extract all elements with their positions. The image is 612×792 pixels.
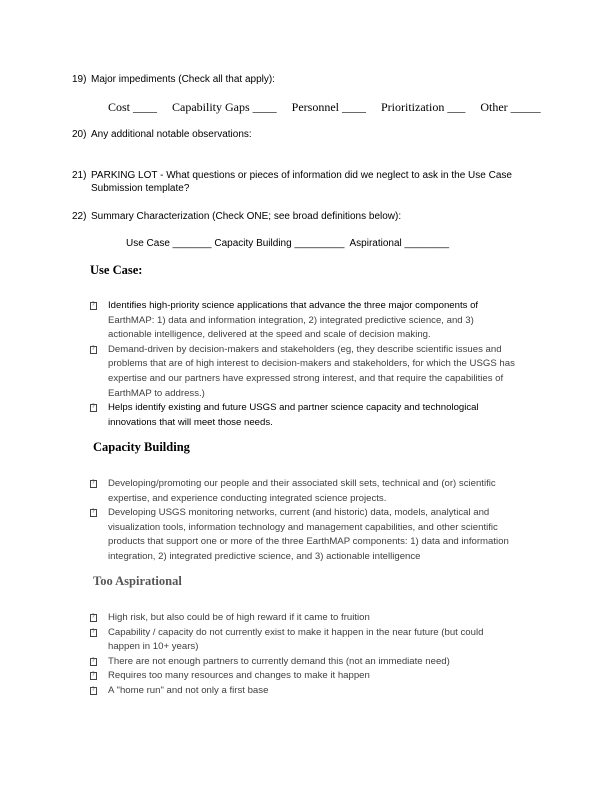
checkbox-bullet-icon [90, 404, 97, 412]
question-number: 22) [72, 211, 87, 222]
capacity-building-heading: Capacity Building [93, 440, 190, 454]
too-aspirational-list [90, 611, 560, 699]
line: EarthMAP to address.) [108, 387, 205, 399]
option-capability-gaps[interactable]: Capability Gaps ____ [172, 100, 277, 114]
list-item [90, 299, 560, 343]
list-item [90, 477, 560, 506]
capacity-building-list [90, 477, 560, 565]
line: visualization tools, information technology and management capabilities, and other scientific [108, 521, 498, 533]
list-item [90, 655, 560, 670]
checkbox-bullet-icon [90, 687, 97, 695]
checkbox-bullet-icon [90, 614, 97, 622]
line: integration, 2) integrated predictive science, and 3) actionable intelligence [108, 550, 421, 562]
line: Capability / capacity do not currently exist to make it happen in the near future (but could [108, 626, 484, 638]
option-cost[interactable]: Cost ____ [108, 100, 158, 114]
line: There are not enough partners to currently demand this (not an immediate need) [108, 655, 450, 667]
list-item [90, 401, 560, 430]
option-other[interactable]: Other _____ [480, 100, 541, 114]
question-text: Summary Characterization (Check ONE; see broad definitions below): [91, 211, 402, 222]
question-number: 19) [72, 74, 87, 85]
line: High risk, but also could be of high reward if it came to fruition [108, 612, 370, 623]
line: happen in 10+ years) [108, 641, 199, 653]
checkbox-bullet-icon [90, 302, 97, 310]
list-item [90, 343, 560, 401]
question-20 [72, 128, 252, 141]
line: Requires too many resources and changes to make it happen [108, 670, 370, 682]
line: innovations that will meet those needs. [108, 416, 273, 428]
checkbox-bullet-icon [90, 509, 97, 517]
line: expertise, and experience conducting integrated science projects. [108, 492, 387, 504]
line: Identifies high-priority science applications that advance the three major components of [108, 300, 479, 311]
line: actionable intelligence, delivered at the speed and scale of decision making. [108, 329, 431, 341]
question-text-line-2: Submission template? [91, 183, 190, 194]
option-personnel[interactable]: Personnel ____ [291, 100, 366, 114]
checkbox-bullet-icon [90, 480, 97, 488]
question-text-line-1: PARKING LOT - What questions or pieces of information did we neglect to ask in the Use Case [91, 170, 512, 181]
line: Demand-driven by decision-makers and stakeholders (eg, they describe scientific issues and [108, 343, 502, 355]
question-text: Any additional notable observations: [91, 129, 252, 140]
line: expertise and our partners have expressed strong interest, and that require the capabilities of [108, 372, 504, 384]
line: Developing/promoting our people and their associated skill sets, technical and (or) scientific [108, 478, 496, 489]
line: problems that are of high interest to decision-makers and stakeholders, for which the USGS has [108, 358, 515, 370]
question-number: 21) [72, 170, 87, 181]
list-item [90, 626, 560, 655]
list-item [90, 611, 560, 626]
too-aspirational-heading: Too Aspirational [93, 574, 182, 588]
checkbox-bullet-icon [90, 658, 97, 666]
line: Developing USGS monitoring networks, current (and historic) data, models, analytical and [108, 507, 490, 519]
question-text: Major impediments (Check all that apply): [91, 74, 275, 85]
list-item [90, 669, 560, 684]
question-22 [72, 210, 401, 223]
impediment-options [108, 100, 541, 114]
list-item [90, 506, 560, 564]
question-21 [72, 169, 552, 195]
line: EarthMAP: 1) data and information integration, 2) integrated predictive science, and 3) [108, 314, 474, 326]
checkbox-bullet-icon [90, 672, 97, 680]
question-19 [72, 73, 275, 86]
question-number: 20) [72, 129, 87, 140]
line: A "home run" and not only a first base [108, 684, 269, 696]
list-item [90, 684, 560, 699]
checkbox-bullet-icon [90, 629, 97, 637]
line: Helps identify existing and future USGS and partner science capacity and technological [108, 402, 479, 414]
line: products that support one or more of the three EarthMAP components: 1) data and information [108, 536, 509, 548]
use-case-heading: Use Case: [90, 263, 143, 277]
option-prioritization[interactable]: Prioritization ___ [381, 100, 466, 114]
checkbox-bullet-icon [90, 346, 97, 354]
characterization-options[interactable]: Use Case _______ Capacity Building _________ Aspirational ________ [126, 238, 450, 249]
use-case-list [90, 299, 560, 430]
